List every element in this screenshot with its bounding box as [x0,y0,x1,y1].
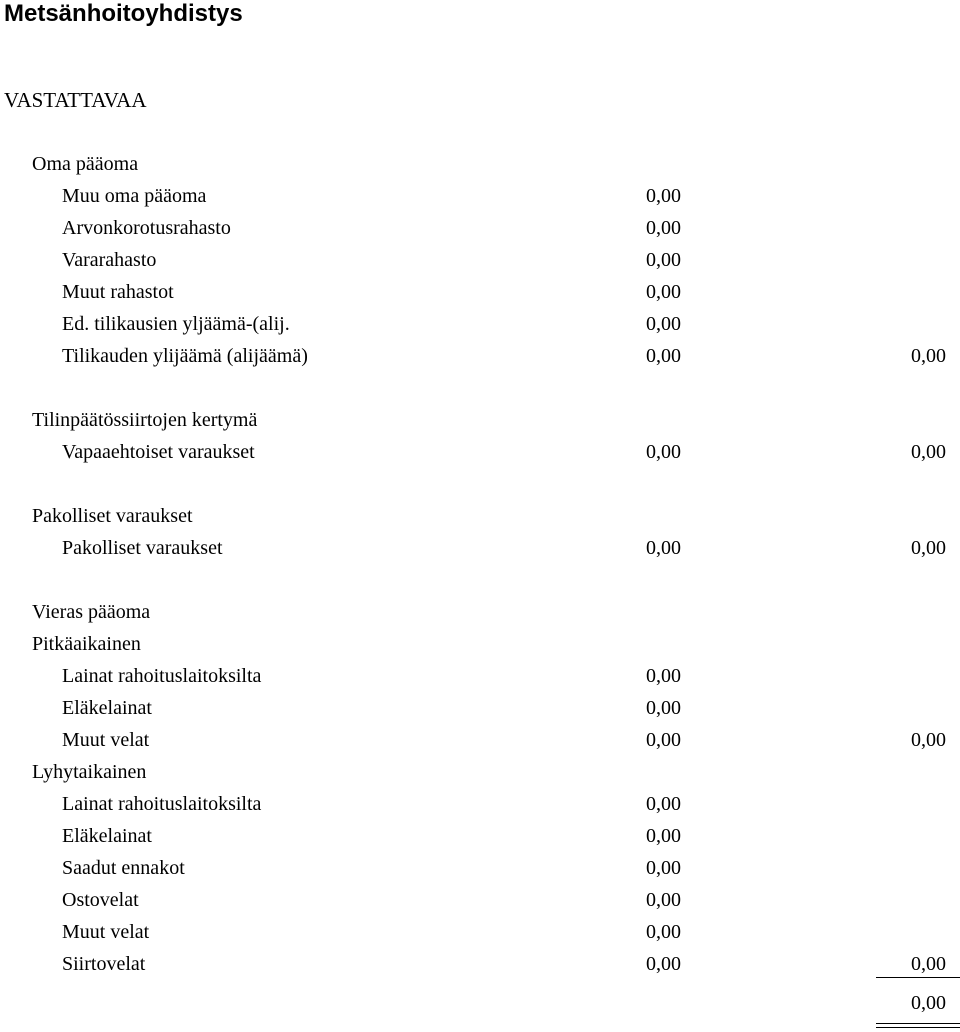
item-amount: 0,00 [646,857,681,879]
balance-row [0,404,960,436]
item-amount: 0,00 [646,729,681,751]
item-label: Arvonkorotusrahasto [62,217,231,239]
item-amount: 0,00 [646,441,681,463]
balance-row [0,916,960,948]
balance-row [0,340,960,372]
spacer-row [0,372,960,404]
group-total-amount: 0,00 [911,729,946,751]
group-total-amount: 0,00 [911,953,946,975]
balance-row [0,884,960,916]
balance-row [0,948,960,980]
item-label: Eläkelainat [62,697,152,719]
item-amount: 0,00 [646,889,681,911]
group-label: Lyhytaikainen [32,761,147,783]
spacer-row [0,564,960,596]
total-rule-double [876,1023,960,1028]
balance-row [0,596,960,628]
item-label: Tilikauden ylijäämä (alijäämä) [62,345,308,367]
item-amount: 0,00 [646,697,681,719]
balance-row [0,500,960,532]
balance-row [0,660,960,692]
item-label: Pakolliset varaukset [62,537,223,559]
balance-row [0,532,960,564]
item-amount: 0,00 [646,953,681,975]
item-amount: 0,00 [646,537,681,559]
item-amount: 0,00 [646,217,681,239]
balance-row [0,436,960,468]
balance-row [0,308,960,340]
group-label: Vieras pääoma [32,601,151,623]
balance-sheet-rows [0,148,960,980]
balance-row [0,244,960,276]
item-amount: 0,00 [646,249,681,271]
item-amount: 0,00 [646,793,681,815]
item-label: Lainat rahoituslaitoksilta [62,793,262,815]
item-label: Vapaaehtoiset varaukset [62,441,255,463]
balance-row [0,148,960,180]
item-amount: 0,00 [646,921,681,943]
group-total-amount: 0,00 [911,441,946,463]
spacer-row [0,468,960,500]
group-total-amount: 0,00 [911,537,946,559]
balance-row [0,724,960,756]
item-label: Ed. tilikausien yljäämä-(alij. [62,313,290,335]
balance-row [0,820,960,852]
item-label: Vararahasto [62,249,157,271]
item-label: Ostovelat [62,889,139,911]
item-amount: 0,00 [646,185,681,207]
item-amount: 0,00 [646,345,681,367]
balance-row [0,276,960,308]
item-amount: 0,00 [646,825,681,847]
item-label: Saadut ennakot [62,857,185,879]
item-amount: 0,00 [646,281,681,303]
balance-row [0,692,960,724]
balance-row [0,788,960,820]
group-total-amount: 0,00 [911,345,946,367]
item-label: Muu oma pääoma [62,185,207,207]
item-label: Siirtovelat [62,953,146,975]
item-label: Muut velat [62,729,150,751]
item-amount: 0,00 [646,313,681,335]
balance-row [0,756,960,788]
item-label: Lainat rahoituslaitoksilta [62,665,262,687]
group-label: Pitkäaikainen [32,633,141,655]
group-label: Oma pääoma [32,153,139,175]
total-rule-single [876,977,960,978]
balance-row [0,852,960,884]
balance-row [0,628,960,660]
group-label: Pakolliset varaukset [32,505,193,527]
item-label: Muut velat [62,921,150,943]
section-heading: VASTATTAVAA [4,88,147,112]
item-label: Eläkelainat [62,825,152,847]
balance-row [0,212,960,244]
grand-total-value: 0,00 [911,992,946,1014]
item-label: Muut rahastot [62,281,174,303]
group-label: Tilinpäätössiirtojen kertymä [32,409,258,431]
item-amount: 0,00 [646,665,681,687]
page-title: Metsänhoitoyhdistys [4,0,243,27]
balance-row [0,180,960,212]
